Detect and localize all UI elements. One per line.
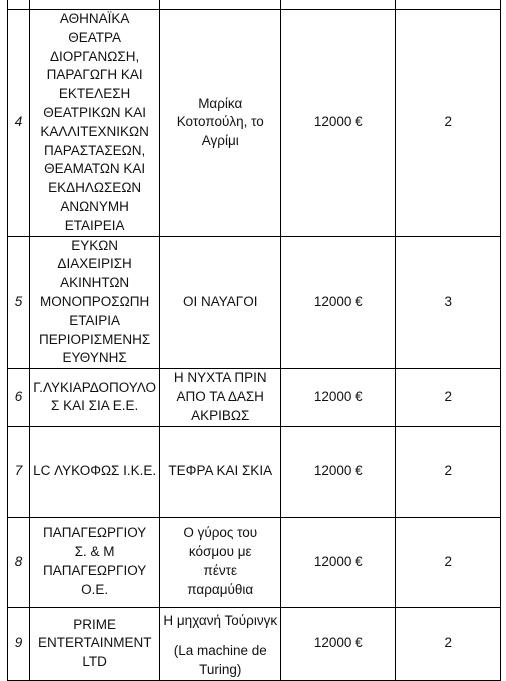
title-cell: Ο γύρος του κόσμου με πέντε παραμύθια — [160, 517, 281, 607]
amount-cell: 12000 € — [281, 607, 396, 680]
amount-cell: 12000 € — [281, 10, 396, 237]
title-cell: ΟΙ ΝΑΥΑΓΟΙ — [160, 236, 281, 369]
company-cell: ΕΥΚΩΝ ΔΙΑΧΕΙΡΙΣΗ ΑΚΙΝΗΤΩΝ ΜΟΝΟΠΡΟΣΩΠΗ ΕΤΑΙΡΙΑ ΠΕΡΙΟΡΙΣΜΕΝΗΣ ΕΥΘΥΝΗΣ — [30, 236, 160, 369]
company-cell: Γ.ΛΥΚΙΑΡΔΟΠΟΥΛΟΣ ΚΑΙ ΣΙΑ Ε.Ε. — [30, 369, 160, 426]
title-line: Η μηχανή Τούρινγκ — [163, 612, 278, 628]
company-cell: LC ΛΥΚΟΦΩΣ Ι.Κ.Ε. — [30, 426, 160, 517]
row-number: 5 — [8, 236, 30, 369]
row-number: 4 — [8, 10, 30, 237]
company-cell: ΑΘΗΝΑΪΚΑ ΘΕΑΤΡΑ ΔΙΟΡΓΑΝΩΣΗ, ΠΑΡΑΓΩΓΗ ΚΑΙ ΕΚΤΕΛΕΣΗ ΘΕΑΤΡΙΚΩΝ ΚΑΙ ΚΑΛΛΙΤΕΧΝΙΚΩΝ ΠΑΡΑΣΤΑΣΕΩΝ, ΘΕΑΜΑΤΩΝ ΚΑΙ ΕΚΔΗΛΩΣΕΩΝ ΑΝΩΝΥΜΗ ΕΤΑΙΡΕΙΑ — [30, 10, 160, 237]
title-cell: ΤΕΦΡΑ ΚΑΙ ΣΚΙΑ — [160, 426, 281, 517]
amount-cell: 12000 € — [281, 369, 396, 426]
row-number: 7 — [8, 426, 30, 517]
table-row-top-cut — [8, 0, 501, 10]
row-number: 9 — [8, 607, 30, 680]
score-cell: 2 — [396, 10, 501, 237]
table-row — [8, 10, 501, 237]
title-cell — [160, 607, 281, 680]
score-cell: 2 — [396, 426, 501, 517]
row-number: 8 — [8, 517, 30, 607]
amount-cell: 12000 € — [281, 426, 396, 517]
table-row — [8, 607, 501, 680]
score-cell: 3 — [396, 236, 501, 369]
row-number: 6 — [8, 369, 30, 426]
company-cell: ΠΑΠΑΓΕΩΡΓΙΟΥ Σ. & Μ ΠΑΠΑΓΕΩΡΓΙΟΥ Ο.Ε. — [30, 517, 160, 607]
table-row — [8, 517, 501, 607]
score-cell: 2 — [396, 607, 501, 680]
table-row — [8, 426, 501, 517]
amount-cell: 12000 € — [281, 517, 396, 607]
applications-table — [7, 0, 501, 681]
score-cell: 2 — [396, 517, 501, 607]
title-cell: Μαρίκα Κοτοπούλη, το Αγρίμι — [160, 10, 281, 237]
title-cell: Η ΝΥΧΤΑ ΠΡΙΝ ΑΠΟ ΤΑ ΔΑΣΗ ΑΚΡΙΒΩΣ — [160, 369, 281, 426]
score-cell: 2 — [396, 369, 501, 426]
table-row — [8, 369, 501, 426]
amount-cell: 12000 € — [281, 236, 396, 369]
company-cell: PRIME ENTERTAINMENT LTD — [30, 607, 160, 680]
title-line: (La machine de Turing) — [173, 643, 267, 678]
table-row — [8, 236, 501, 369]
